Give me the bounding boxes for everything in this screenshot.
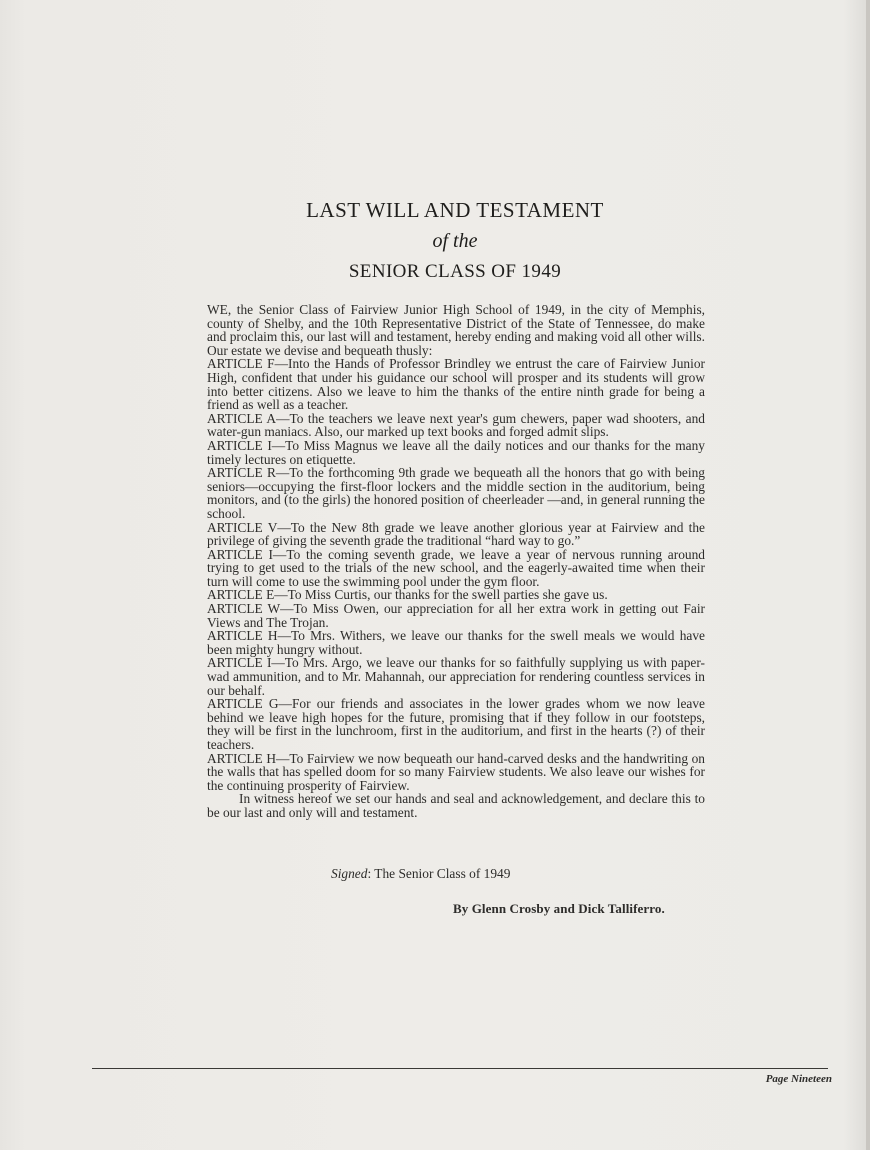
article-paragraph: ARTICLE I—To the coming seventh grade, we leave a year of nervous running around trying to get used to the trials of the new school, and the eagerly-awaited time when their turn will come to use the swimming pool under the gym floor. bbox=[207, 546, 705, 589]
signature-line bbox=[331, 866, 510, 882]
witness-paragraph: In witness hereof we set our hands and seal and acknowledgement, and declare this to be our last and only will and testament. bbox=[207, 791, 705, 820]
page-title: LAST WILL AND TESTAMENT bbox=[306, 198, 604, 222]
preamble-paragraph: WE, the Senior Class of Fairview Junior High School of 1949, in the city of Memphis, county of Shelby, and the 10th Representative District of the State of Tennessee, do make and proclaim this, our last will and testament, hereby ending and making void all other wills. Our estate we devise and bequeath thusly: bbox=[207, 302, 705, 358]
article-paragraph: ARTICLE H—To Fairview we now bequeath our hand-carved desks and the handwriting on the walls that has spelled doom for so many Fairview students. We also leave our wishes for the continuing prosperity of Fairview. bbox=[207, 750, 705, 793]
article-paragraph: ARTICLE R—To the forthcoming 9th grade we bequeath all the honors that go with being seniors—occupying the first-floor lockers and the middle section in the auditorium, being monitors, and (to the girls) the honored position of cheerleader —and, in general running the school. bbox=[207, 465, 705, 521]
article-paragraph: ARTICLE I—To Miss Magnus we leave all the daily notices and our thanks for the many timely lectures on etiquette. bbox=[207, 437, 705, 467]
article-paragraph: ARTICLE I—To Mrs. Argo, we leave our thanks for so faithfully supplying us with paper-wad ammunition, and to Mr. Mahannah, our appreciation for rendering countless services in our behalf. bbox=[207, 655, 705, 698]
signature-separator: : bbox=[367, 866, 372, 881]
footer-divider bbox=[92, 1068, 828, 1069]
title-connector: of the bbox=[432, 230, 478, 252]
page-number: Page Nineteen bbox=[765, 1073, 832, 1085]
page-subtitle: SENIOR CLASS OF 1949 bbox=[348, 261, 562, 282]
article-paragraph: ARTICLE V—To the New 8th grade we leave another glorious year at Fairview and the privilege of giving the seventh grade the traditional “hard way to go.” bbox=[207, 519, 705, 549]
article-paragraph: ARTICLE H—To Mrs. Withers, we leave our thanks for the swell meals we would have been mighty hungry without. bbox=[207, 628, 705, 657]
article-paragraph: ARTICLE W—To Miss Owen, our appreciation for all her extra work in getting out Fair Views and The Trojan. bbox=[207, 601, 705, 630]
signature-value: The Senior Class of 1949 bbox=[371, 866, 511, 881]
byline: By Glenn Crosby and Dick Talliferro. bbox=[453, 901, 665, 916]
article-paragraph: ARTICLE E—To Miss Curtis, our thanks for the swell parties she gave us. bbox=[207, 587, 608, 603]
article-paragraph: ARTICLE A—To the teachers we leave next year's gum chewers, paper wad shooters, and water-gun maniacs. Also, our marked up text books and forged admit slips. bbox=[207, 410, 705, 440]
page-edge bbox=[866, 0, 870, 1150]
title-block bbox=[205, 198, 705, 284]
article-paragraph: ARTICLE G—For our friends and associates in the lower grades whom we now leave behind we leave high hopes for the future, promising that if they follow in our footsteps, they will be first in the lunchroom, first in the auditorium, and first in the hearts (?) of their teachers. bbox=[207, 696, 705, 752]
will-body bbox=[207, 303, 705, 820]
signature-label: Signed bbox=[331, 866, 368, 881]
article-paragraph: ARTICLE F—Into the Hands of Professor Brindley we entrust the care of Fairview Junior High, confident that under his guidance our school will prosper and its students will grow into better citizens. Also we leave to him the thanks of the entire ninth grade for being a friend as well as a teacher. bbox=[207, 356, 705, 413]
